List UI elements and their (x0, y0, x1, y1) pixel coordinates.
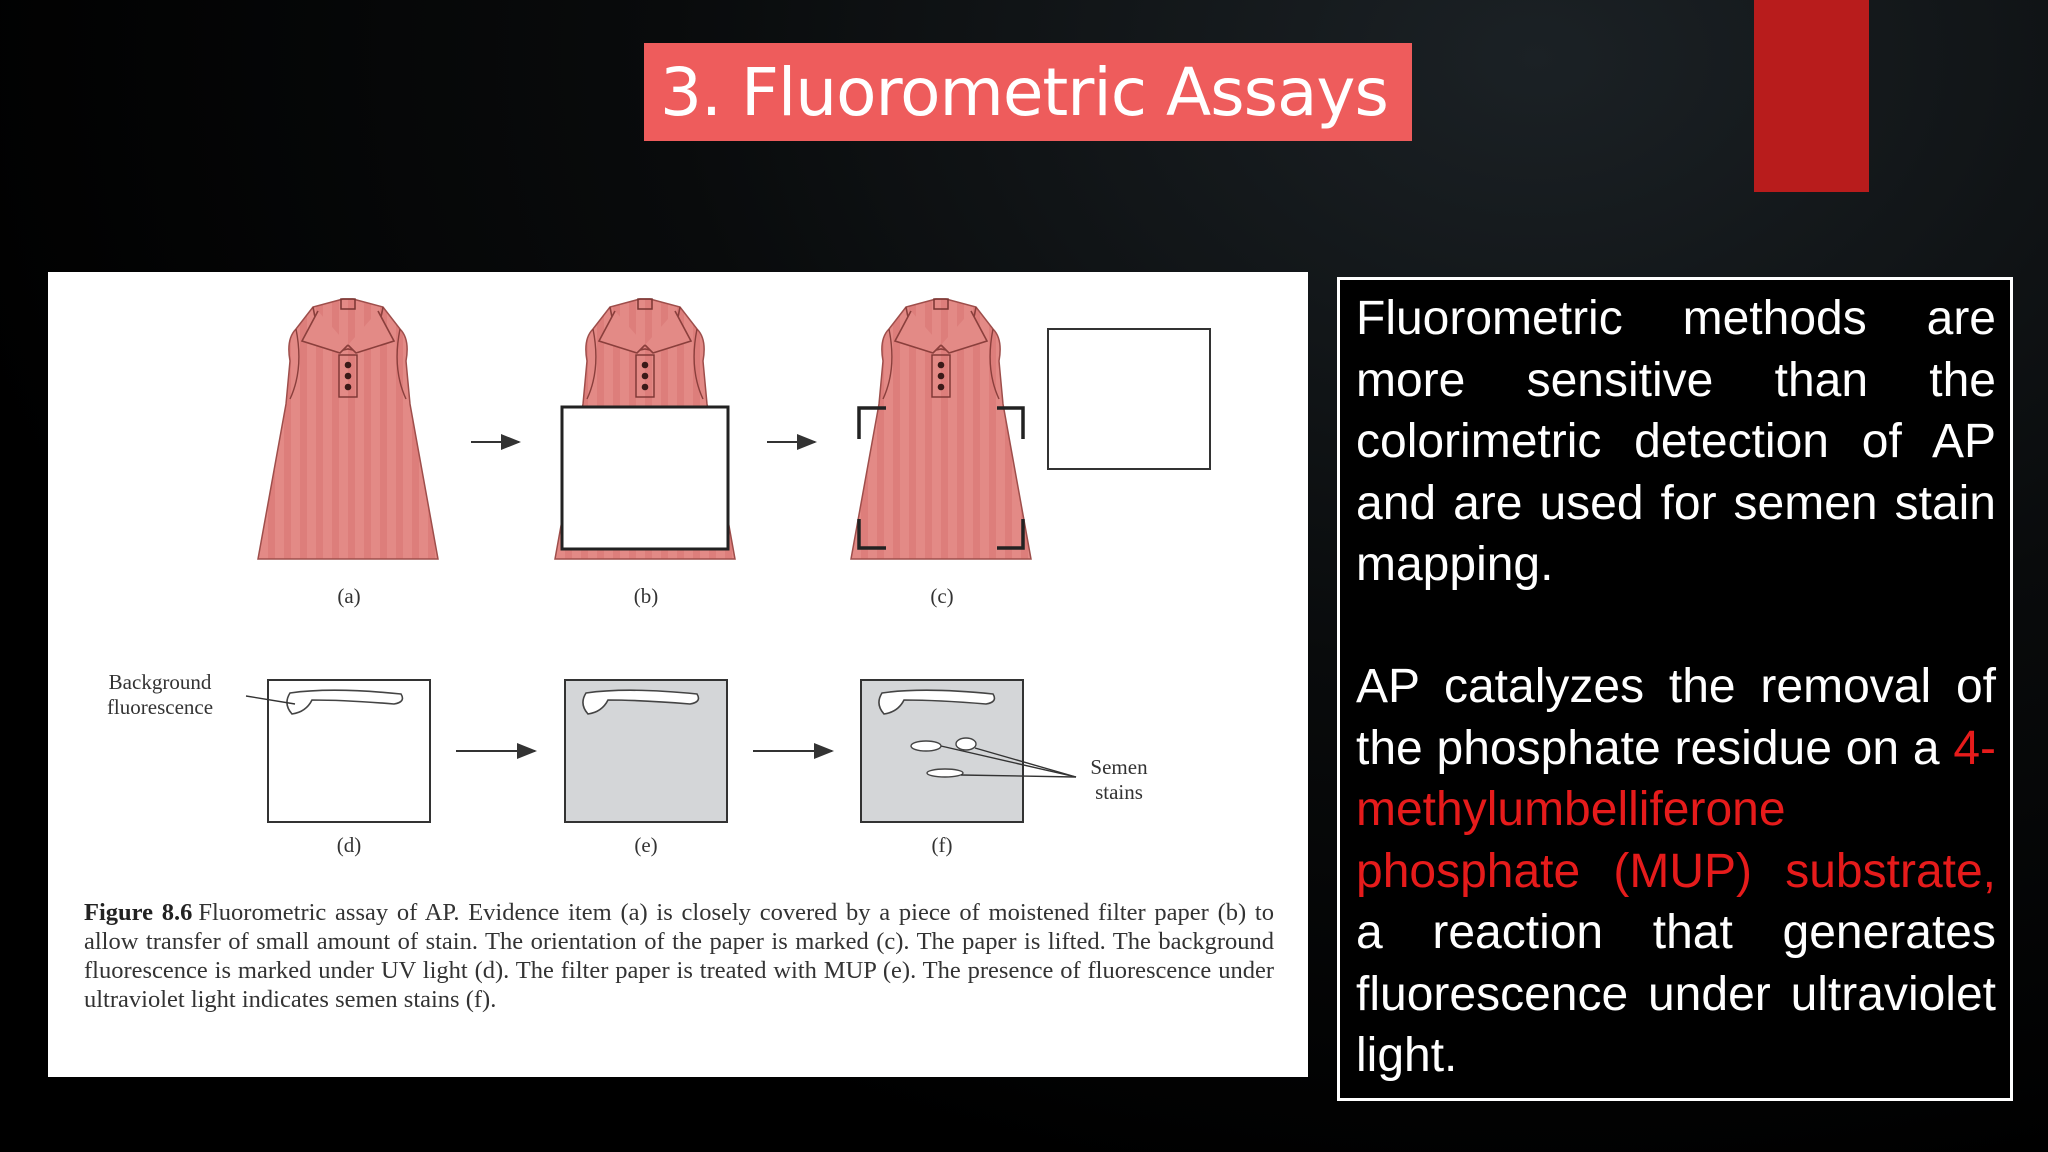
paragraph-sensitivity: Fluorometric methods are more sensitive than the colorimetric detection of AP and are used for semen stain mapping. (1356, 292, 1996, 591)
label-c: (c) (930, 584, 954, 608)
figure-caption-text: Fluorometric assay of AP. Evidence item (a) is closely covered by a piece of moistened filter paper (b) to allow transfer of small amount of stain. The orientation of the paper is marked (c). The paper is lifted. The background fluorescence is marked under UV light (d). The filter paper is treated with MUP (e). The presence of fluorescence under ultraviolet light indicates semen stains (f). (84, 899, 1274, 1013)
figure-caption-label: Figure 8.6 (84, 899, 193, 926)
label-d: (d) (336, 833, 362, 857)
description-box (1337, 277, 2013, 1101)
figure-panel (48, 272, 1308, 1077)
accent-bar (1754, 0, 1869, 192)
semen-stain-1 (911, 741, 941, 751)
label-a: (a) (337, 584, 361, 608)
lifted-paper-c (1048, 329, 1210, 469)
shirt-a-image (258, 299, 438, 559)
paragraph-mechanism-end: a reaction that generates fluorescence under ultraviolet light. (1356, 906, 1996, 1082)
annotation-background-2: fluorescence (106, 695, 214, 719)
slide-title: 3. Fluorometric Assays (660, 53, 1388, 131)
semen-stain-3 (927, 769, 963, 777)
slide-title-box (644, 43, 1412, 141)
figure-caption (84, 898, 1274, 1014)
paragraph-mechanism-start: AP catalyzes the removal of the phosphate residue on a (1356, 660, 1996, 775)
label-b: (b) (633, 584, 659, 608)
paragraph-mechanism (1356, 656, 1996, 1087)
semen-stain-2 (956, 738, 976, 750)
annotation-semen-1: Semen (1090, 755, 1148, 779)
annotation-semen-2: stains (1095, 780, 1143, 804)
annotation-background-1: Background (108, 670, 212, 694)
mup-substrate-highlight: 4-methylumbelliferone phosphate (MUP) substrate, (1356, 721, 1996, 898)
filter-paper-b (562, 407, 728, 549)
shirt-c-image (851, 299, 1031, 559)
label-f: (f) (931, 833, 953, 857)
label-e: (e) (634, 833, 658, 857)
